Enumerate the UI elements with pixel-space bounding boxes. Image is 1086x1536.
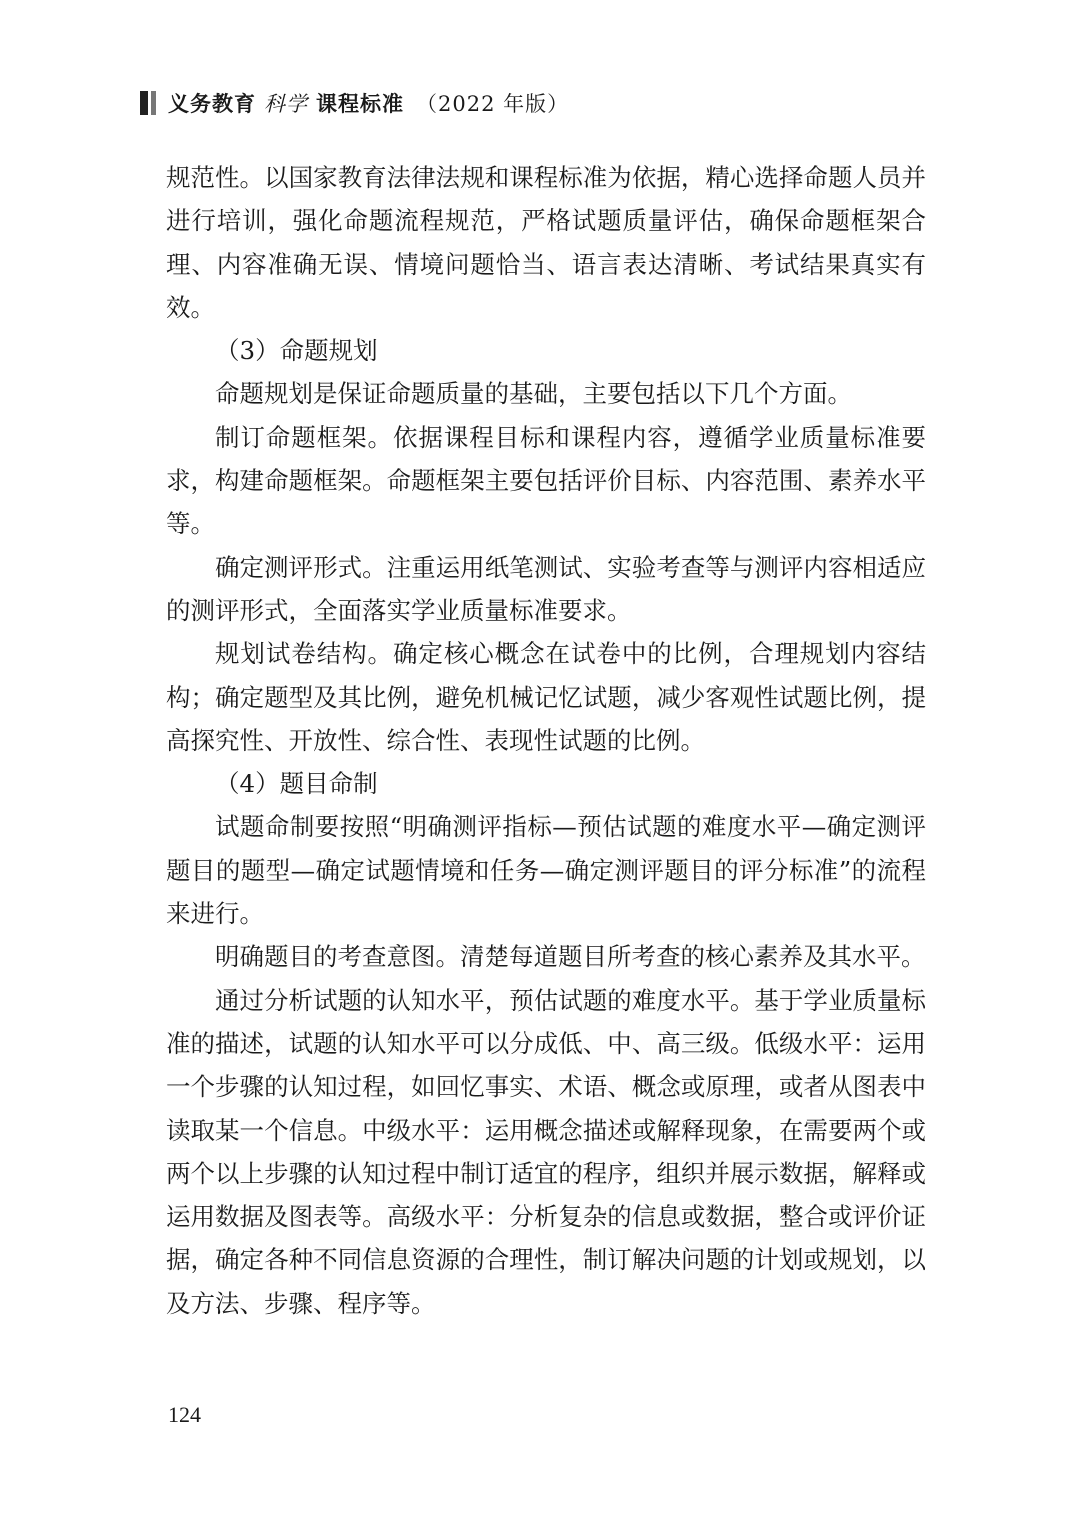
page-body	[166, 156, 926, 1325]
paragraph: 试题命制要按照“明确测评指标—预估试题的难度水平—确定测评题目的题型—确定试题情境和任务—确定测评题目的评分标准”的流程来进行。	[166, 812, 926, 929]
paragraph: 命题规划是保证命题质量的基础，主要包括以下几个方面。	[215, 379, 852, 409]
paragraph: 规划试卷结构。确定核心概念在试卷中的比例，合理规划内容结构；确定题型及其比例，避免机械记忆试题，减少客观性试题比例，提高探究性、开放性、综合性、表现性试题的比例。	[166, 639, 926, 755]
section-heading-4: （4）题目命制	[215, 769, 378, 799]
paragraph: 确定测评形式。注重运用纸笔测试、实验考查等与测评内容相适应的测评形式，全面落实学业质量标准要求。	[166, 552, 926, 625]
header-edition: （2022 年版）	[416, 92, 570, 116]
paragraph: 通过分析试题的认知水平，预估试题的难度水平。基于学业质量标准的描述，试题的认知水平可以分成低、中、高三级。低级水平：运用一个步骤的认知过程，如回忆事实、术语、概念或原理，或者从图表中读取某一个信息。中级水平：运用概念描述或解释现象，在需要两个或两个以上步骤的认知过程中制订适宜的程序，组织并展示数据，解释或运用数据及图表等。高级水平：分析复杂的信息或数据，整合或评价证据，确定各种不同信息资源的合理性，制订解决问题的计划或规划，以及方法、步骤、程序等。	[166, 985, 926, 1318]
paragraph: 明确题目的考查意图。清楚每道题目所考查的核心素养及其水平。	[215, 942, 926, 972]
header-bar-thin	[151, 91, 156, 115]
running-header	[140, 86, 569, 120]
header-bar-icon	[140, 91, 156, 115]
header-bar-thick	[140, 91, 148, 115]
page-number: 124	[168, 1402, 201, 1427]
header-book: 义务教育	[168, 91, 256, 116]
header-subject: 科学	[264, 92, 308, 116]
paragraph: 制订命题框架。依据课程目标和课程内容，遵循学业质量标准要求，构建命题框架。命题框架主要包括评价目标、内容范围、素养水平等。	[166, 422, 926, 539]
header-title	[168, 88, 569, 118]
header-standard: 课程标准	[316, 91, 404, 116]
paragraph-continuation: 规范性。以国家教育法律法规和课程标准为依据，精心选择命题人员并进行培训，强化命题流程规范，严格试题质量评估，确保命题框架合理、内容准确无误、情境问题恰当、语言表达清晰、考试结果真实有效。	[166, 163, 926, 322]
section-heading-3: （3）命题规划	[215, 336, 378, 366]
